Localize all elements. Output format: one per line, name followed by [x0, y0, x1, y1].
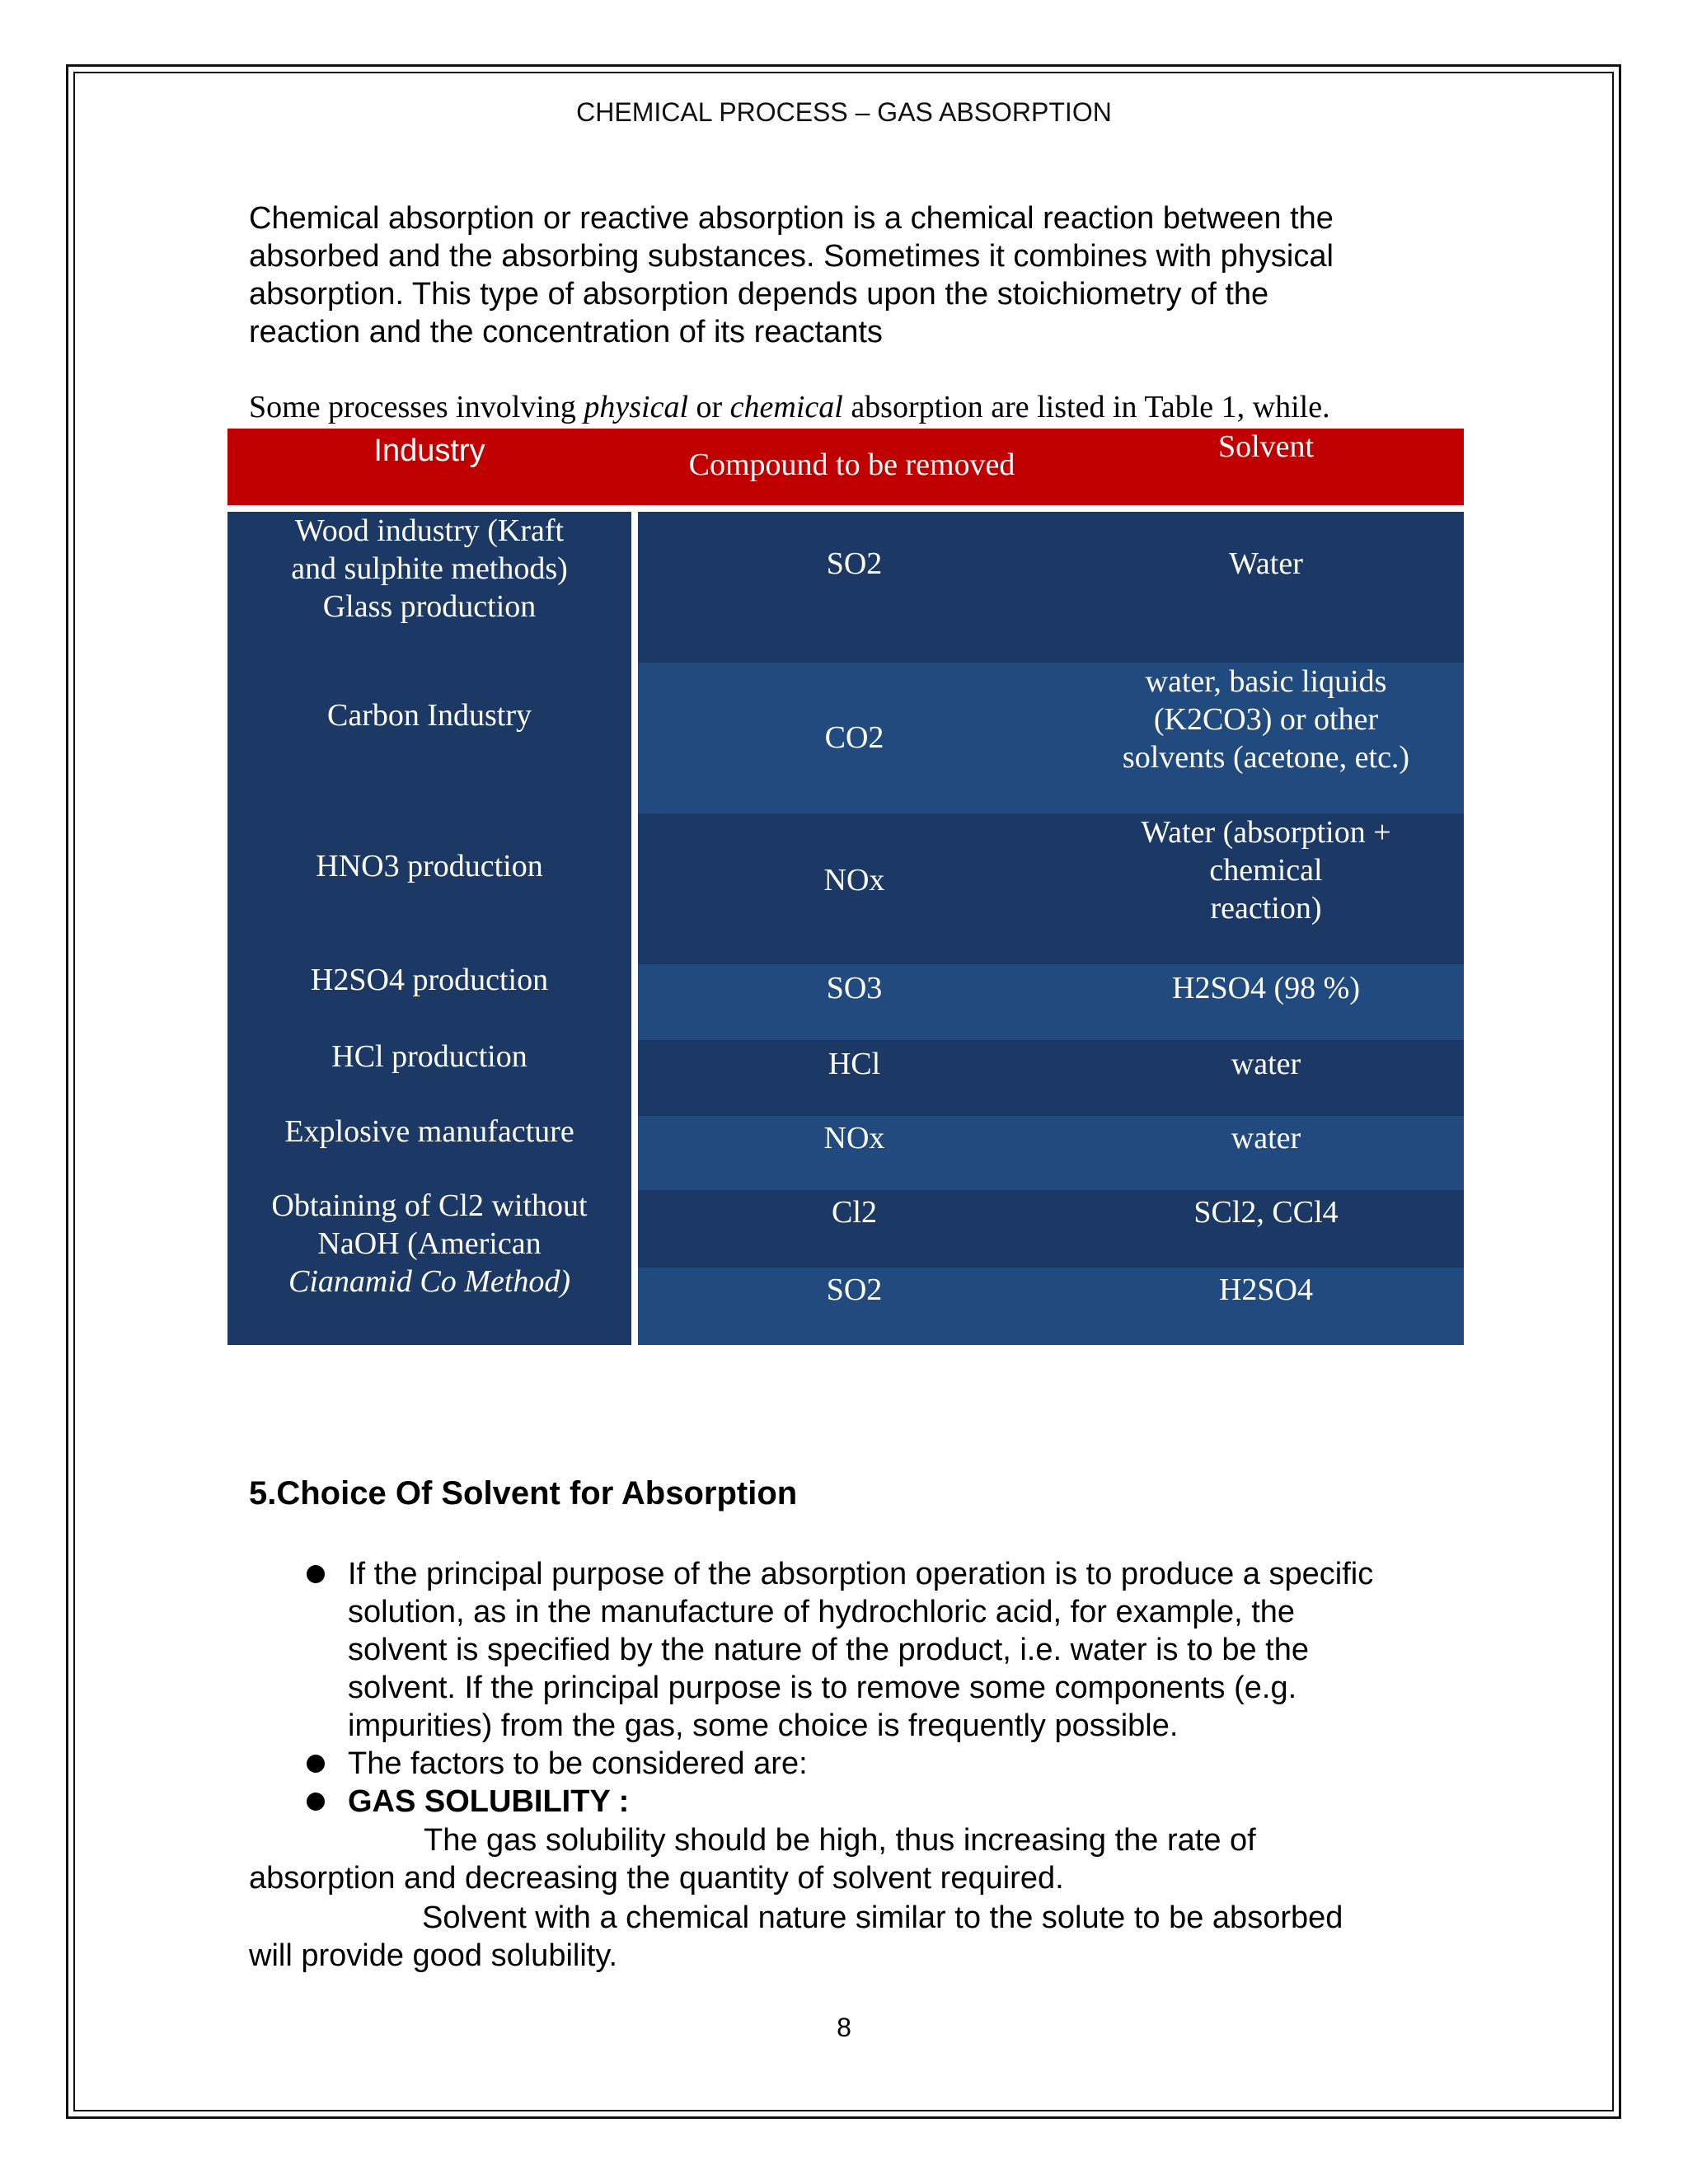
- table-intro-line: [249, 389, 1403, 425]
- solvent-line: solvents (acetone, etc.): [1122, 740, 1410, 775]
- industry-line: [227, 1225, 631, 1263]
- solvent-line: water, basic liquids: [1145, 664, 1387, 699]
- header-industry: Industry: [373, 434, 485, 468]
- bullet-line: solvent. If the principal purpose is to remove some components (e.g.: [348, 1671, 1297, 1705]
- solvent-line: H2SO4: [1218, 1272, 1314, 1307]
- table-row: [638, 1268, 1464, 1345]
- industry-cell: [227, 1113, 631, 1151]
- industry-line: Glass production: [322, 589, 537, 624]
- section-title: 5.Choice Of Solvent for Absorption: [249, 1475, 798, 1511]
- compound-cell: SO2: [826, 1272, 883, 1307]
- solvent-line: SCl2, CCl4: [1193, 1195, 1339, 1230]
- industry-line: HCl production: [331, 1039, 528, 1074]
- solubility-line: will provide good solubility.: [249, 1938, 618, 1973]
- industry-line: Obtaining of Cl2 without: [271, 1188, 588, 1223]
- solvent-line: water: [1231, 1121, 1301, 1155]
- table-row: [638, 512, 1464, 663]
- bullet-text-bold: GAS SOLUBILITY :: [348, 1784, 630, 1819]
- header-compound: Compound to be removed: [688, 448, 1015, 482]
- industry-cell: [227, 1187, 631, 1301]
- solvent-cell: [1068, 1119, 1464, 1157]
- industry-line: HNO3 production: [316, 849, 543, 883]
- solvent-cell: [1068, 1045, 1464, 1083]
- table-row: [638, 1190, 1464, 1268]
- industry-cell: [227, 847, 631, 885]
- table-header-row: [227, 429, 1464, 505]
- table-intro-or: or: [688, 390, 730, 424]
- table-row: [638, 1040, 1464, 1116]
- bullet-line: impurities) from the gas, some choice is frequently possible.: [348, 1708, 1179, 1743]
- bullet-icon: [307, 1565, 316, 1575]
- industry-cell: [227, 512, 631, 626]
- solvent-cell: [1068, 663, 1464, 776]
- solvent-cell: [1068, 1193, 1464, 1231]
- table-row: [638, 663, 1464, 813]
- industry-line: Cianamid Co Method): [288, 1264, 570, 1299]
- compound-cell: CO2: [824, 720, 884, 755]
- industry-line-part: NaOH (American: [317, 1226, 542, 1261]
- solvent-line: H2SO4 (98 %): [1172, 971, 1360, 1005]
- intro-line: absorbed and the absorbing substances. Sometimes it combines with physical: [249, 239, 1334, 274]
- solubility-paragraph: [249, 1821, 1452, 1897]
- solvent-cell: [1068, 1271, 1464, 1309]
- table-intro-before: Some processes involving: [249, 390, 584, 424]
- intro-line: reaction and the concentration of its reactants: [249, 315, 883, 349]
- industry-line: Explosive manufacture: [284, 1114, 574, 1149]
- compound-cell: NOx: [823, 1121, 885, 1155]
- solubility-paragraph: [249, 1899, 1452, 1975]
- solvent-line: reaction): [1210, 891, 1322, 926]
- table-row: [638, 964, 1464, 1040]
- page-header: CHEMICAL PROCESS – GAS ABSORPTION: [576, 97, 1112, 127]
- table-row: [638, 813, 1464, 964]
- table-intro-after: absorption are listed in Table 1, while.: [842, 390, 1330, 424]
- compound-cell: Cl2: [832, 1195, 877, 1230]
- bullet-line: solution, as in the manufacture of hydrochloric acid, for example, the: [348, 1595, 1296, 1629]
- intro-paragraph: [249, 199, 1452, 351]
- intro-line: absorption. This type of absorption depends upon the stoichiometry of the: [249, 277, 1269, 312]
- industry-cell: [227, 1038, 631, 1076]
- industry-cell: [227, 961, 631, 999]
- bullet-text: [348, 1555, 1452, 1745]
- solubility-line: absorption and decreasing the quantity of solvent required.: [249, 1861, 1064, 1896]
- absorption-table: [227, 429, 1464, 1345]
- industry-cell: [227, 696, 631, 734]
- solubility-line: The gas solubility should be high, thus increasing the rate of: [424, 1823, 1256, 1858]
- bullet-icon: [307, 1793, 316, 1802]
- solvent-line: chemical: [1209, 853, 1323, 888]
- intro-line: Chemical absorption or reactive absorption is a chemical reaction between the: [249, 201, 1334, 236]
- bullet-line: If the principal purpose of the absorption operation is to produce a specific: [348, 1557, 1374, 1591]
- industry-line: H2SO4 production: [310, 963, 549, 997]
- table-intro-physical: physical: [584, 390, 688, 424]
- bullet-icon: [307, 1755, 316, 1765]
- bullet-line: solvent is specified by the nature of the product, i.e. water is to be the: [348, 1633, 1309, 1667]
- compound-cell: HCl: [828, 1047, 881, 1081]
- industry-line: Wood industry (Kraft: [294, 513, 565, 548]
- solvent-line: water: [1231, 1047, 1301, 1081]
- page-number: 8: [837, 2013, 851, 2042]
- industry-column: [227, 512, 631, 1345]
- header-solvent: Solvent: [1217, 429, 1315, 464]
- solvent-cell: [1068, 969, 1464, 1007]
- bullet-text: The factors to be considered are:: [348, 1746, 808, 1781]
- solvent-cell: [1068, 545, 1464, 583]
- solvent-line: (K2CO3) or other: [1153, 702, 1379, 737]
- solubility-line: Solvent with a chemical nature similar to the solute to be absorbed: [422, 1900, 1343, 1935]
- industry-line: and sulphite methods): [291, 551, 568, 586]
- compound-cell: SO2: [826, 546, 883, 581]
- solvent-line: Water: [1229, 546, 1303, 581]
- industry-line: Carbon Industry: [326, 698, 532, 733]
- solvent-cell: [1068, 813, 1464, 927]
- table-intro-chemical: chemical: [729, 390, 843, 424]
- compound-cell: NOx: [823, 863, 885, 898]
- solvent-line: Water (absorption +: [1141, 815, 1391, 850]
- compound-cell: SO3: [826, 971, 883, 1005]
- table-row: [638, 1116, 1464, 1190]
